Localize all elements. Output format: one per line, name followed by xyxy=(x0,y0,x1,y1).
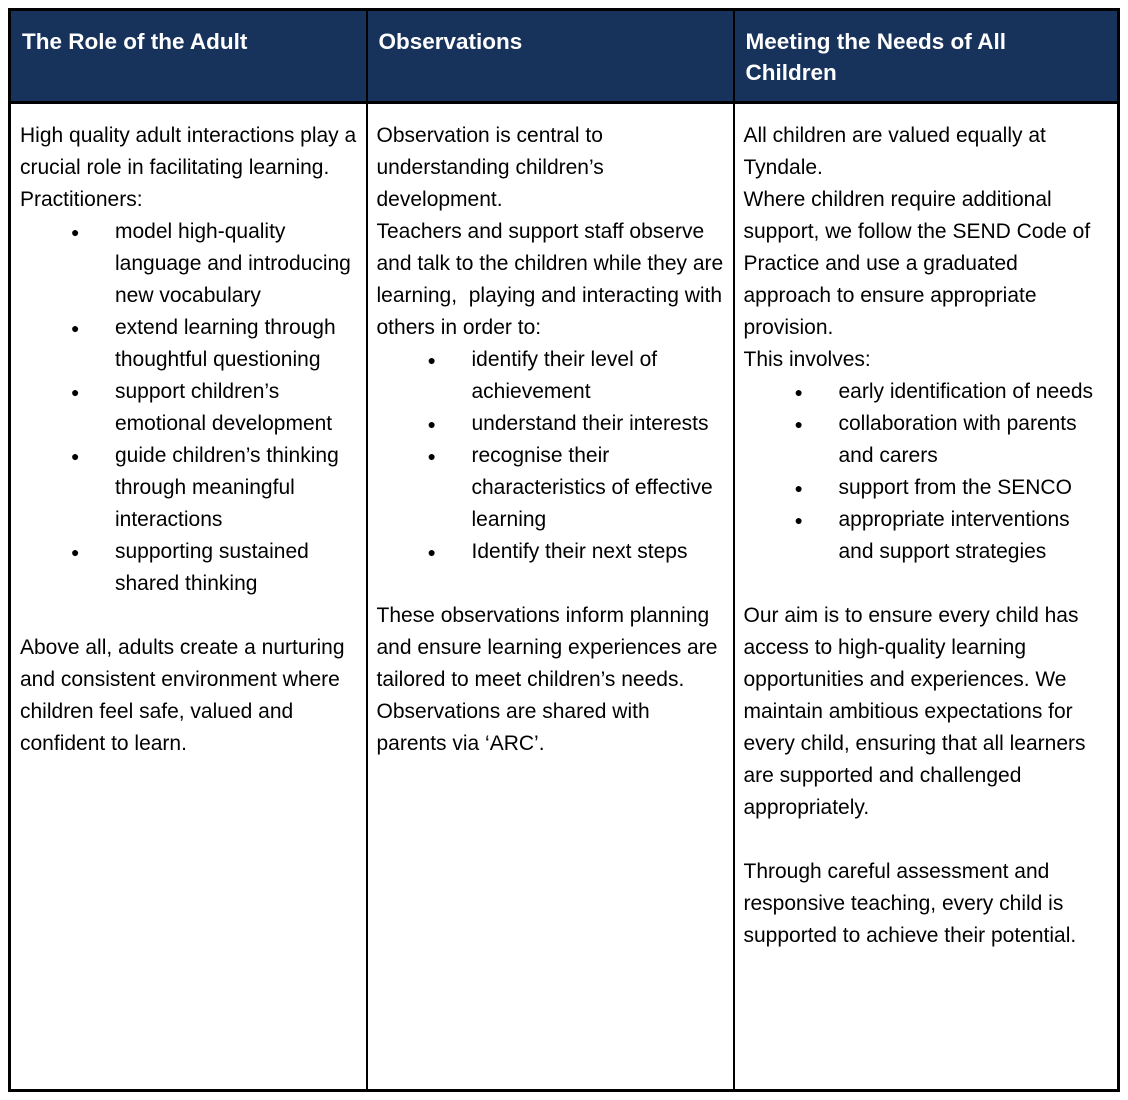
list-item xyxy=(427,440,725,536)
list-item xyxy=(794,472,1110,504)
blank-line xyxy=(744,568,1110,600)
paragraph: This involves: xyxy=(743,348,871,371)
paragraph: These observations inform planning and ensure learning experiences are tailored to meet children’s needs. xyxy=(376,604,724,691)
list-item xyxy=(427,344,725,408)
paragraph: Observations are shared with parents via ‘ARC’. xyxy=(376,700,656,755)
policy-table xyxy=(8,8,1120,1092)
body-row xyxy=(10,103,1119,1091)
list-item-text: recognise their characteristics of effective learning xyxy=(471,444,719,531)
paragraph: All children are valued equally at Tyndale. xyxy=(743,124,1052,179)
list-item-text: extend learning through thoughtful questioning xyxy=(115,316,342,371)
list-item xyxy=(71,440,358,536)
list-item-text: support from the SENCO xyxy=(838,476,1072,499)
bullet-icon: ● xyxy=(427,448,436,464)
cell-observations xyxy=(367,103,734,1091)
list-item xyxy=(71,536,358,600)
bullet-icon: ● xyxy=(794,480,803,496)
column-header-meeting-needs xyxy=(734,10,1119,103)
list-item xyxy=(794,504,1110,568)
list-item xyxy=(427,408,725,440)
bullet-icon: ● xyxy=(794,384,803,400)
list-item xyxy=(427,536,725,568)
column-header-label: The Role of the Adult xyxy=(22,29,248,54)
bullet-icon: ● xyxy=(71,448,80,464)
paragraph: Above all, adults create a nurturing and consistent environment where children feel safe, valued and confident to learn. xyxy=(20,636,351,755)
bullet-icon: ● xyxy=(794,416,803,432)
bullet-icon: ● xyxy=(794,512,803,528)
list-item xyxy=(71,216,358,312)
list-item xyxy=(71,312,358,376)
column-header-role-of-the-adult xyxy=(10,10,367,103)
cell-meeting-needs xyxy=(734,103,1119,1091)
list-item-text: collaboration with parents and carers xyxy=(838,412,1083,467)
list-item-text: support children’s emotional development xyxy=(115,380,333,435)
list-item-text: model high-quality language and introducing new vocabulary xyxy=(115,220,357,307)
header-row xyxy=(10,10,1119,103)
list-item xyxy=(794,376,1110,408)
list-item-text: early identification of needs xyxy=(838,380,1093,403)
bullet-list xyxy=(20,216,358,600)
bullet-icon: ● xyxy=(71,320,80,336)
list-item-text: guide children’s thinking through meaningful interactions xyxy=(115,444,345,531)
column-header-label: Observations xyxy=(378,29,523,54)
bullet-list xyxy=(744,376,1110,568)
paragraph: Observation is central to understanding children’s development. xyxy=(376,124,610,211)
list-item-text: Identify their next steps xyxy=(471,540,688,563)
bullet-icon: ● xyxy=(427,544,436,560)
paragraph: Teachers and support staff observe and talk to the children while they are learning, playing and interacting with others in order to: xyxy=(376,220,730,339)
list-item xyxy=(794,408,1110,472)
bullet-icon: ● xyxy=(71,224,80,240)
column-header-label: Meeting the Needs of All Children xyxy=(745,29,1006,85)
bullet-list xyxy=(377,344,725,568)
list-item-text: identify their level of achievement xyxy=(471,348,663,403)
bullet-icon: ● xyxy=(71,384,80,400)
paragraph: Our aim is to ensure every child has access to high-quality learning opportunities and experiences. We maintain ambitious expectations for every child, ensuring that all learners are supported and challenged appropriately. xyxy=(743,604,1092,819)
blank-line xyxy=(20,600,358,632)
bullet-icon: ● xyxy=(427,416,436,432)
paragraph: Through careful assessment and responsive teaching, every child is supported to achieve their potential. xyxy=(743,860,1077,947)
cell-role-of-the-adult xyxy=(10,103,367,1091)
document-page xyxy=(0,8,1128,1100)
bullet-icon: ● xyxy=(427,352,436,368)
list-item-text: understand their interests xyxy=(471,412,709,435)
list-item-text: appropriate interventions and support strategies xyxy=(838,508,1076,563)
paragraph: Where children require additional support, we follow the SEND Code of Practice and use a graduated approach to ensure appropriate provision. xyxy=(743,188,1097,339)
column-header-observations xyxy=(367,10,734,103)
list-item-text: supporting sustained shared thinking xyxy=(115,540,315,595)
bullet-icon: ● xyxy=(71,544,80,560)
paragraph: High quality adult interactions play a crucial role in facilitating learning. xyxy=(20,124,363,179)
paragraph: Practitioners: xyxy=(20,188,143,211)
blank-line xyxy=(377,568,725,600)
list-item xyxy=(71,376,358,440)
blank-line xyxy=(744,824,1110,856)
